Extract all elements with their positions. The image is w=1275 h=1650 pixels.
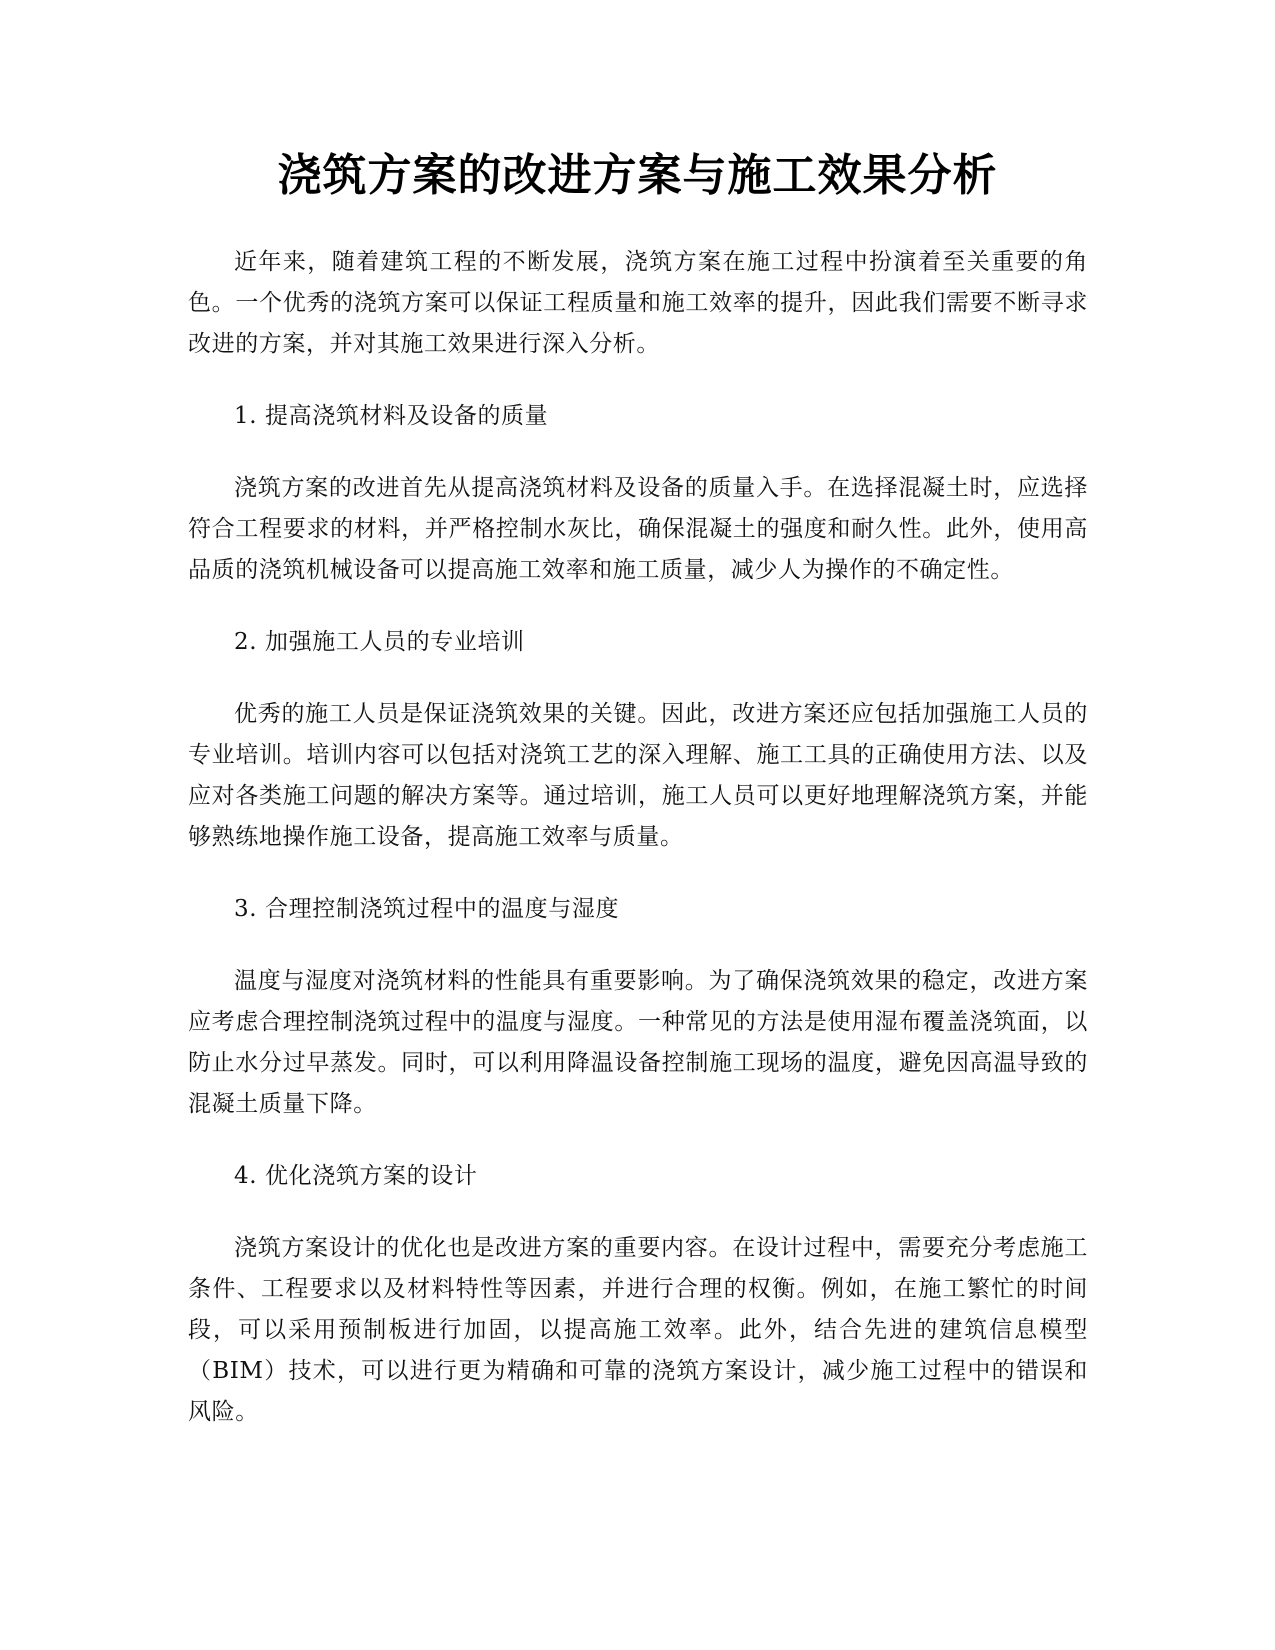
section-body-4: 浇筑方案设计的优化也是改进方案的重要内容。在设计过程中，需要充分考虑施工条件、工程要求以及材料特性等因素，并进行合理的权衡。例如，在施工繁忙的时间段，可以采用预制板进行加固，以提高施工效率。此外，结合先进的建筑信息模型（BIM）技术，可以进行更为精确和可靠的浇筑方案设计，减少施工过程中的错误和风险。 — [188, 1235, 1088, 1425]
section-heading-1: 1. 提高浇筑材料及设备的质量 — [234, 403, 549, 429]
intro-paragraph: 近年来，随着建筑工程的不断发展，浇筑方案在施工过程中扮演着至关重要的角色。一个优秀的浇筑方案可以保证工程质量和施工效率的提升，因此我们需要不断寻求改进的方案，并对其施工效果进行深入分析。 — [188, 249, 1088, 357]
section-heading-2: 2. 加强施工人员的专业培训 — [234, 629, 525, 655]
document-body — [188, 242, 1088, 1464]
document-title: 浇筑方案的改进方案与施工效果分析 — [277, 150, 998, 201]
section-body-1: 浇筑方案的改进首先从提高浇筑材料及设备的质量入手。在选择混凝土时，应选择符合工程要求的材料，并严格控制水灰比，确保混凝土的强度和耐久性。此外，使用高品质的浇筑机械设备可以提高施工效率和施工质量，减少人为操作的不确定性。 — [188, 475, 1088, 583]
section-body-3: 温度与湿度对浇筑材料的性能具有重要影响。为了确保浇筑效果的稳定，改进方案应考虑合理控制浇筑过程中的温度与湿度。一种常见的方法是使用湿布覆盖浇筑面，以防止水分过早蒸发。同时，可以利用降温设备控制施工现场的温度，避免因高温导致的混凝土质量下降。 — [188, 968, 1088, 1117]
section-body-2: 优秀的施工人员是保证浇筑效果的关键。因此，改进方案还应包括加强施工人员的专业培训。培训内容可以包括对浇筑工艺的深入理解、施工工具的正确使用方法、以及应对各类施工问题的解决方案等。通过培训，施工人员可以更好地理解浇筑方案，并能够熟练地操作施工设备，提高施工效率与质量。 — [188, 701, 1088, 850]
section-heading-4: 4. 优化浇筑方案的设计 — [234, 1163, 478, 1189]
section-heading-3: 3. 合理控制浇筑过程中的温度与湿度 — [234, 896, 620, 922]
